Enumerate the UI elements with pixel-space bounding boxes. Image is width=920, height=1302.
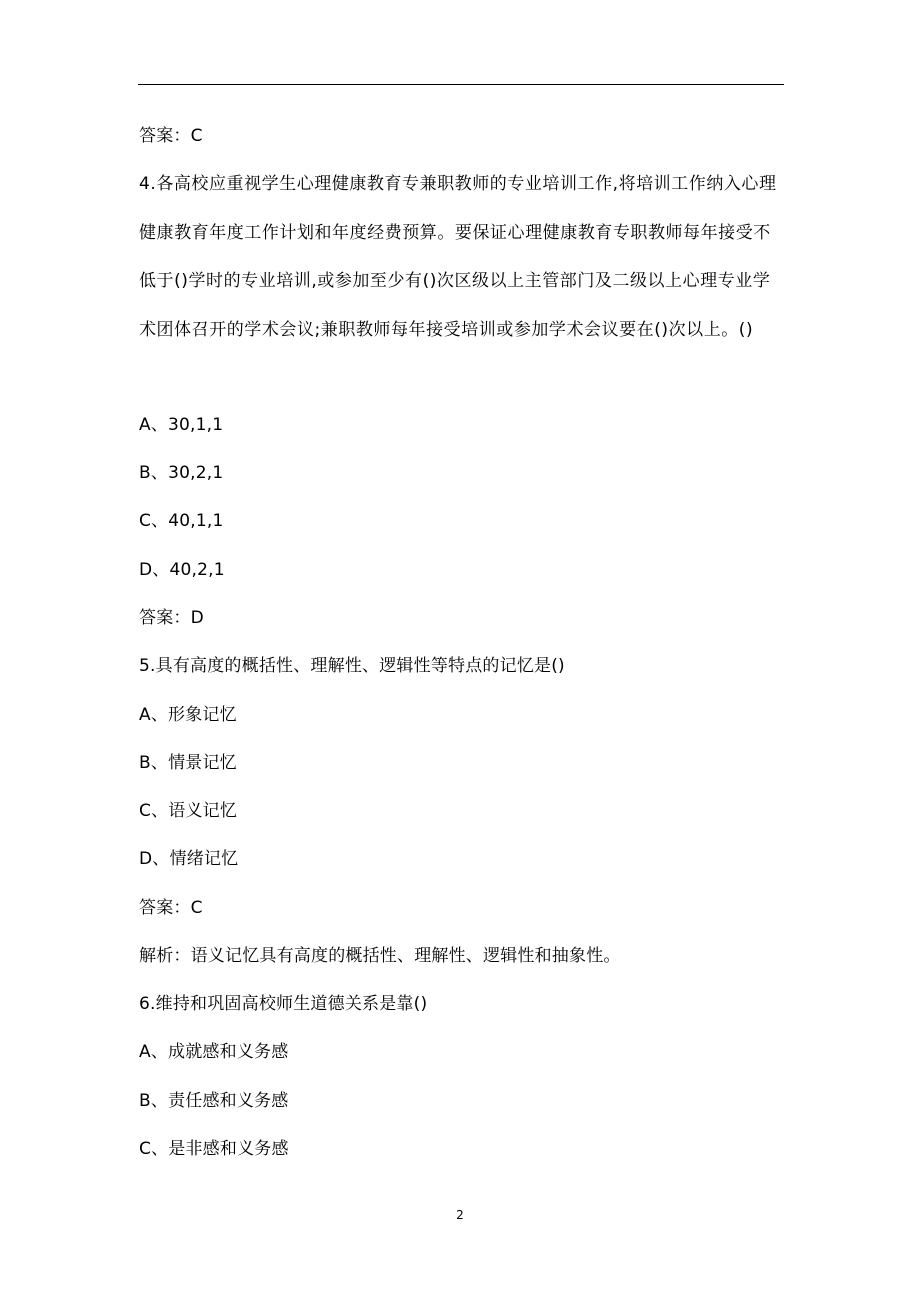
q6-option-a: A、成就感和义务感 [139, 1042, 289, 1062]
q5-analysis: 解析：语义记忆具有高度的概括性、理解性、逻辑性和抽象性。 [139, 946, 621, 966]
q5-option-d: D、情绪记忆 [139, 849, 239, 869]
q5-option-a: A、形象记忆 [139, 705, 237, 725]
q6-option-c: C、是非感和义务感 [139, 1139, 289, 1159]
q5-option-b: B、情景记忆 [139, 753, 237, 773]
q5-answer: 答案：C [139, 898, 203, 918]
page-number: 2 [456, 1208, 464, 1222]
q6-stem: 6.维持和巩固高校师生道德关系是靠() [139, 994, 428, 1014]
q4-option-c: C、40,1,1 [139, 511, 224, 531]
q4-option-d: D、40,2,1 [139, 560, 225, 580]
q3-answer: 答案：C [139, 126, 203, 146]
q4-stem: 4.各高校应重视学生心理健康教育专兼职教师的专业培训工作,将培训工作纳入心理健康教育年度工作计划和年度经费预算。要保证心理健康教育专职教师每年接受不低于()学时的专业培训,或参加至少有()次区级以上主管部门及二级以上心理专业学术团体召开的学术会议;兼职教师每年接受培训或参加学术会议要在()次以上。() [139, 174, 777, 340]
q4-answer: 答案：D [139, 608, 204, 628]
q5-option-c: C、语义记忆 [139, 801, 238, 821]
q5-stem: 5.具有高度的概括性、理解性、逻辑性等特点的记忆是() [139, 656, 565, 676]
header-rule [138, 84, 784, 85]
q4-option-b: B、30,2,1 [139, 463, 224, 483]
q6-option-b: B、责任感和义务感 [139, 1091, 289, 1111]
q4-option-a: A、30,1,1 [139, 415, 224, 435]
